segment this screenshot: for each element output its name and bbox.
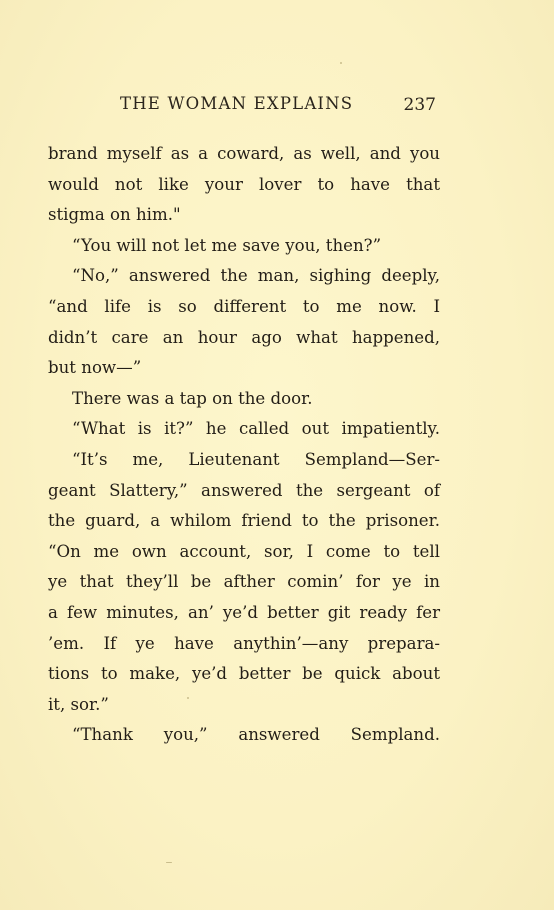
text-line: ye that they’ll be afther comin’ for ye in (48, 572, 440, 592)
running-title: THE WOMAN EXPLAINS (120, 94, 354, 113)
running-head (48, 94, 440, 118)
text-line: “and life is so different to me now. I (48, 296, 440, 316)
paper-speck (340, 62, 342, 64)
text-line: There was a tap on the door. (72, 388, 313, 408)
text-line: “On me own account, sor, I come to tell (48, 541, 440, 561)
text-line: it, sor.” (48, 694, 109, 714)
text-line: would not like your lover to have that (48, 174, 440, 194)
text-line: the guard, a whilom friend to the prisoner. (48, 511, 440, 531)
text-line: “It’s me, Lieutenant Sempland—Ser- (72, 449, 440, 469)
paper-speck (166, 862, 172, 863)
text-line: geant Slattery,” answered the sergeant of (48, 480, 440, 500)
text-line: a few minutes, an’ ye’d better git ready fer (48, 602, 440, 622)
text-line: “No,” answered the man, sighing deeply, (72, 266, 440, 286)
body-text (48, 139, 440, 751)
text-line: ’em. If ye have anythin’—any prepara- (48, 633, 440, 653)
text-line: “Thank you,” answered Sempland. (72, 725, 440, 745)
page-number: 237 (403, 95, 436, 115)
paper-speck (187, 697, 189, 699)
text-line: “You will not let me save you, then?” (72, 235, 382, 255)
text-line: brand myself as a coward, as well, and you (48, 144, 440, 163)
text-line: but now—” (48, 358, 142, 378)
text-line: didn’t care an hour ago what happened, (48, 327, 440, 347)
text-line: stigma on him." (48, 205, 181, 225)
text-line: tions to make, ye’d better be quick about (48, 664, 440, 684)
text-line: “What is it?” he called out impatiently. (72, 419, 440, 439)
